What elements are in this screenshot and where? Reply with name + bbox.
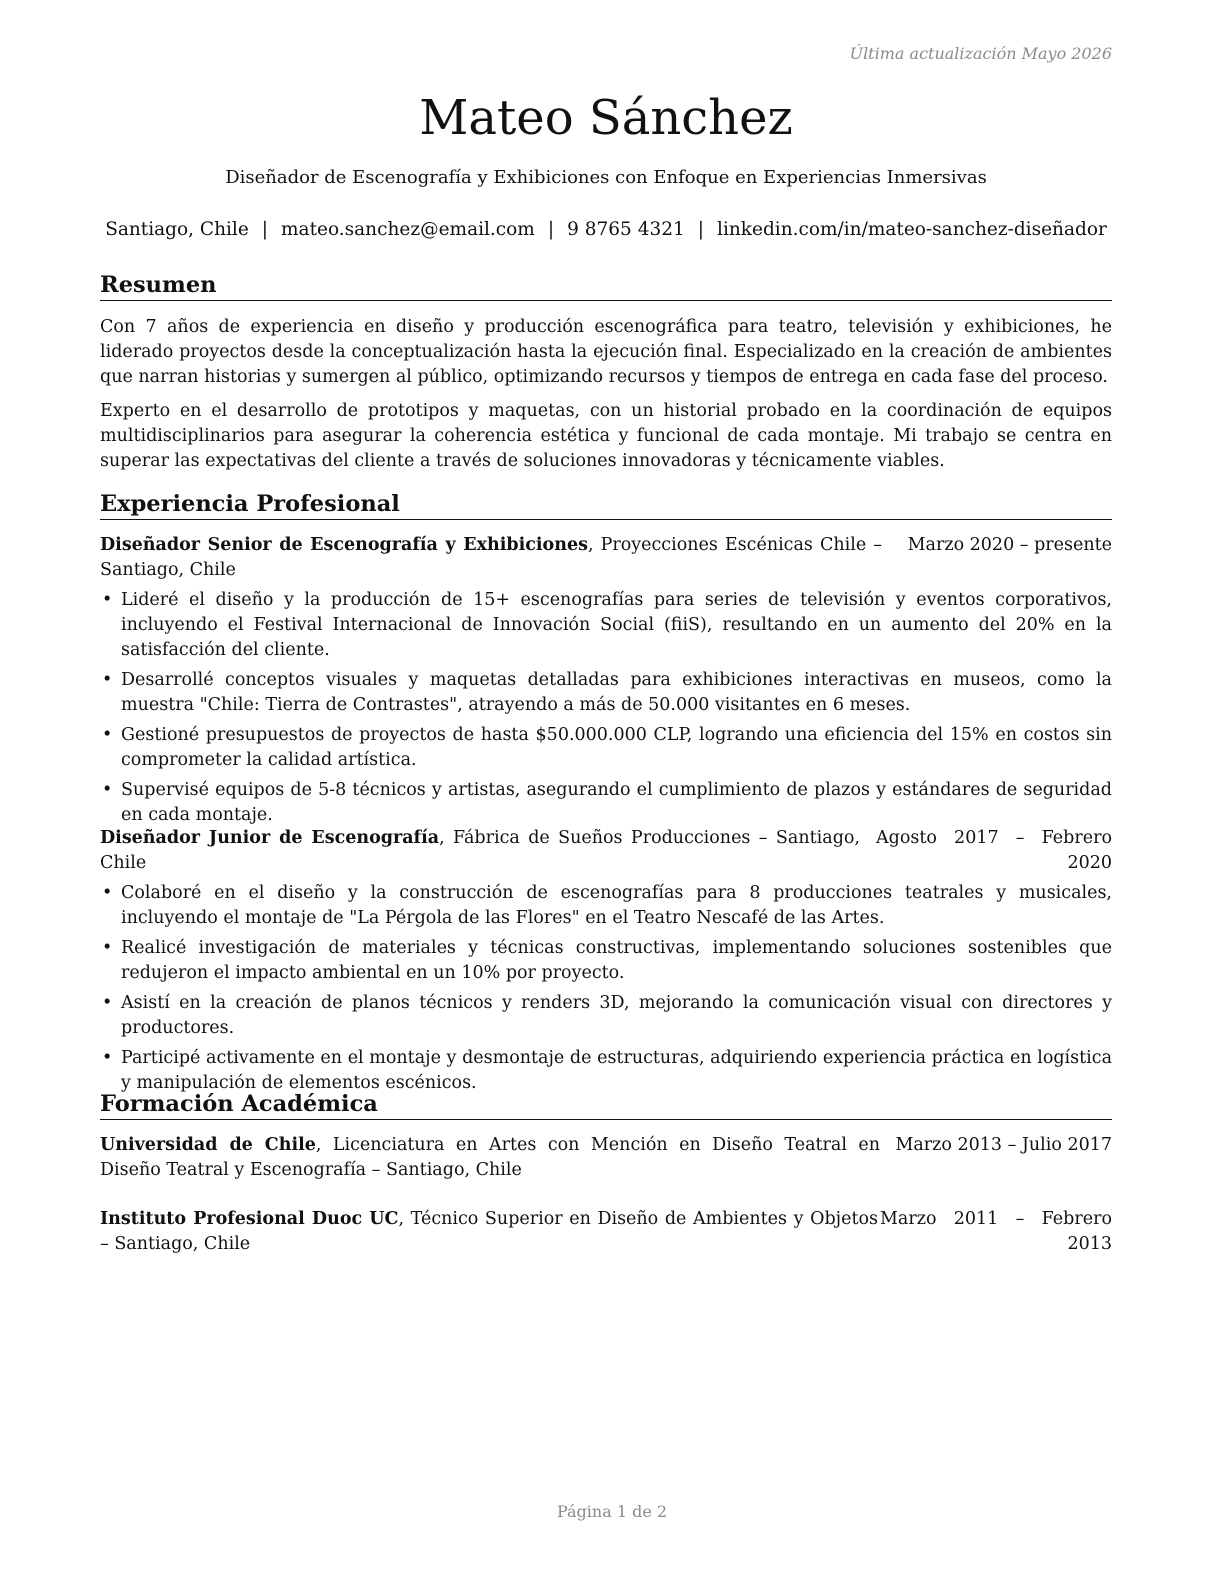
list-item: • Participé activamente en el montaje y desmontaje de estructuras, adquiriendo experiencia práctica en logística y manipulación de elementos escénicos. [100,1046,1112,1096]
education-entry [100,1133,1112,1183]
contact-phone: 9 8765 4321 [567,219,685,240]
job-title-line [100,826,860,876]
education-dates: Marzo 2011 – Febrero 2013 [880,1209,1112,1254]
contact-separator: | [697,219,705,240]
education-title-line [100,1133,880,1183]
section-title-summary: Resumen [100,271,1112,301]
list-item: • Supervisé equipos de 5-8 técnicos y artistas, asegurando el cumplimiento de plazos y estándares de seguridad en cada montaje. [100,778,1112,828]
page-number: Página 1 de 2 [556,1502,668,1521]
section-title-experience: Experiencia Profesional [100,490,1112,520]
job-role: Diseñador Senior de Escenografía y Exhibiciones [100,535,588,555]
list-item: • Gestioné presupuestos de proyectos de hasta $50.000.000 CLP, logrando una eficiencia del 15% en costos sin comprometer la calidad artística. [100,723,1112,773]
contact-email[interactable]: mateo.sanchez@email.com [281,219,535,240]
summary-paragraph: Experto en el desarrollo de prototipos y maquetas, con un historial probado en la coordinación de equipos multidisciplinarios para asegurar la coherencia estética y funcional de cada montaje. Mi trabajo se centra en superar las expectativas del cliente a través de soluciones innovadoras y técnicamente viables. [100,401,1112,471]
education-entry [100,1207,1112,1257]
list-item: • Asistí en la creación de planos técnicos y renders 3D, mejorando la comunicación visual con directores y productores. [100,991,1112,1041]
contact-separator: | [261,219,269,240]
education-dates: Marzo 2013 – Julio 2017 [895,1135,1112,1155]
list-item: • Colaboré en el diseño y la construcción de escenografías para 8 producciones teatrales y musicales, incluyendo el montaje de "La Pérgola de las Flores" en el Teatro Nescafé de las Artes. [100,881,1112,931]
section-title-education: Formación Académica [100,1090,1112,1120]
education-institution: Instituto Profesional Duoc UC [100,1209,399,1229]
job-header [100,533,1112,583]
job-dates: Marzo 2020 – presente [907,535,1112,555]
job-bullets [100,588,1112,833]
job-organization: , Proyecciones Escénicas Chile – Santiago, Chile [100,535,882,580]
education-detail: , Licenciatura en Artes con Mención en Diseño Teatral en Diseño Teatral y Escenografía – Santiago, Chile [100,1135,881,1180]
list-item: • Realicé investigación de materiales y técnicas constructivas, implementando soluciones sostenibles que redujeron el impacto ambiental en un 10% por proyecto. [100,936,1112,986]
candidate-name: Mateo Sánchez [419,90,793,146]
job-role: Diseñador Junior de Escenografía [100,828,440,848]
last-updated: Última actualización Mayo 2026 [849,44,1112,63]
contact-linkedin[interactable]: linkedin.com/in/mateo-sanchez-diseñador [717,219,1107,240]
list-item: • Lideré el diseño y la producción de 15+ escenografías para series de televisión y eventos corporativos, incluyendo el Festival Internacional de Innovación Social (fiiS), resultando en un aumento del 20% en la satisfacción del cliente. [100,588,1112,663]
job-header [100,826,1112,876]
job-bullets [100,881,1112,1101]
education-title-line [100,1207,878,1257]
contact-line [100,219,1112,240]
list-item: • Desarrollé conceptos visuales y maquetas detalladas para exhibiciones interactivas en museos, como la muestra "Chile: Tierra de Contrastes", atrayendo a más de 50.000 visitantes en 6 meses. [100,668,1112,718]
contact-location: Santiago, Chile [105,219,249,240]
education-detail: , Técnico Superior en Diseño de Ambientes y Objetos – Santiago, Chile [100,1209,878,1254]
contact-separator: | [547,219,555,240]
headline: Diseñador de Escenografía y Exhibiciones con Enfoque en Experiencias Inmersivas [225,167,987,188]
job-title-line [100,533,882,583]
job-organization: , Fábrica de Sueños Producciones – Santiago, Chile [100,828,860,873]
job-dates: Agosto 2017 – Febrero 2020 [876,828,1112,873]
education-institution: Universidad de Chile [100,1135,316,1155]
summary-paragraph: Con 7 años de experiencia en diseño y producción escenográfica para teatro, televisión y exhibiciones, he liderado proyectos desde la conceptualización hasta la ejecución final. Especializado en la creación de ambientes que narran historias y sumergen al público, optimizando recursos y tiempos de entrega en cada fase del proceso. [100,317,1112,387]
